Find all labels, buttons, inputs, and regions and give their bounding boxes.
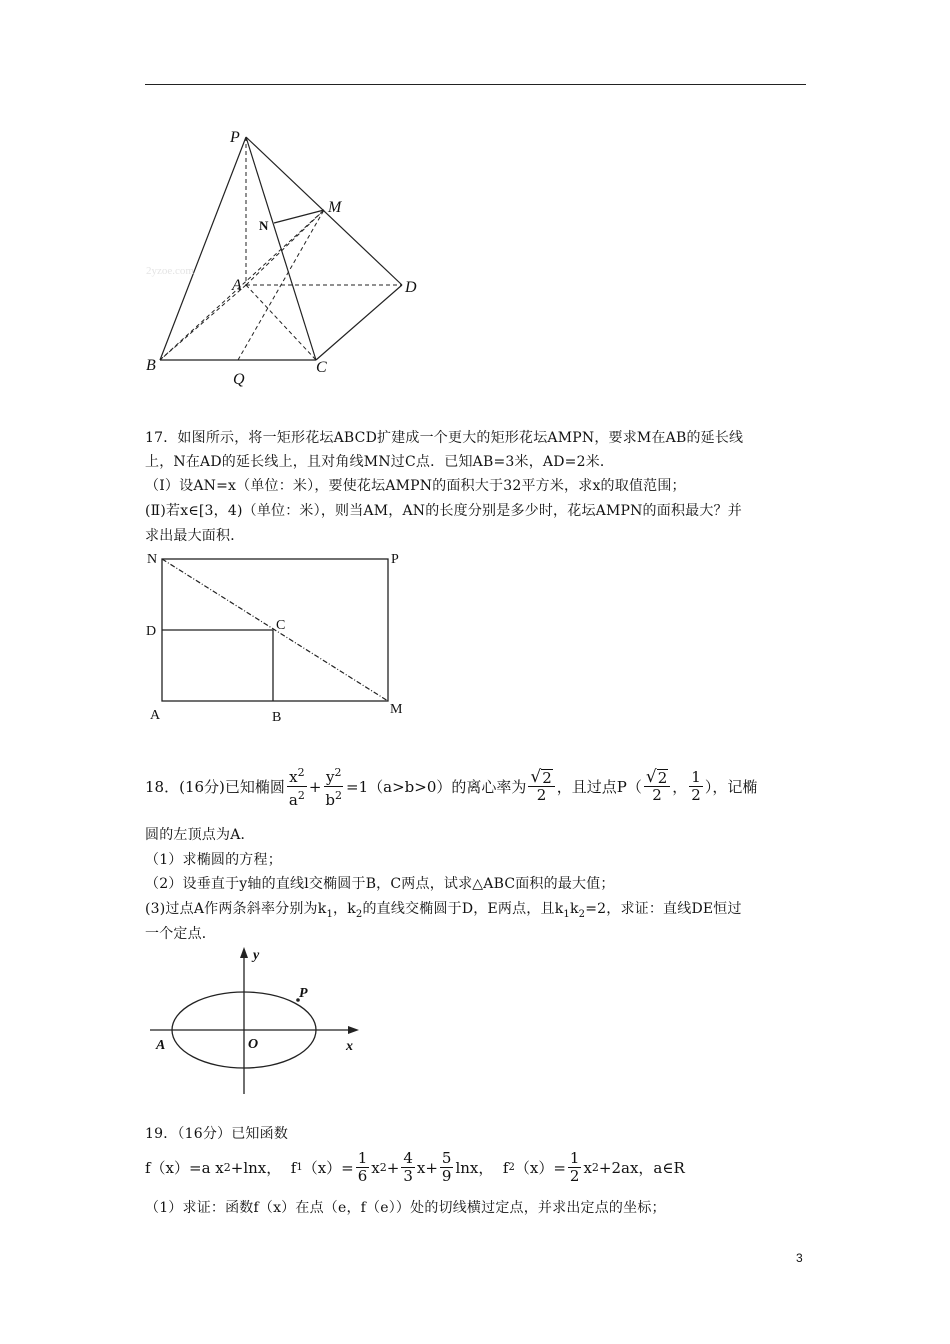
label-A: A: [232, 277, 242, 294]
p17-line3: （I）设AN=x（单位：米），要使花坛AMPN的面积大于32平方米，求x的取值范围；: [145, 478, 686, 494]
label-B: B: [146, 357, 156, 374]
label-C: C: [276, 618, 286, 633]
label-C: C: [316, 359, 327, 376]
label-O: O: [248, 1037, 259, 1052]
p18-formula-line: 18．(16分)已知椭圆 $\frac{x^2}{a^2}$ + $\frac{y^2}{b^2}$ =1（a>b>0）的离心率为 √ 2 2 ，且过点P（ √ 2 2 ， $\frac{1}{2}$ ），记椭: [145, 766, 758, 809]
ellipse-figure: [140, 940, 370, 1100]
label-M: M: [390, 702, 403, 717]
p17-line5: 求出最大面积．: [145, 528, 245, 544]
f1-frac-1: $\frac{1}{6}$: [357, 1149, 368, 1185]
p18-eq1: =1（a>b>0）的离心率为: [346, 778, 527, 796]
p17-line4: (Ⅱ)若x∈[3，4)（单位：米），则当AM，AN的长度分别是多少时，花坛AMPN的面积最大？并: [145, 503, 742, 519]
plus-sign: +: [308, 777, 322, 796]
p19-line1: 19．（16分）已知函数: [145, 1126, 289, 1142]
label-B: B: [272, 710, 282, 725]
p18-mid: ，且过点P（: [556, 778, 642, 796]
point-p-y: $\frac{1}{2}$: [691, 768, 701, 804]
label-M: M: [328, 199, 342, 216]
p18-line3: （1）求椭圆的方程；: [145, 852, 282, 868]
label-A: A: [150, 708, 161, 723]
label-P: P: [391, 552, 399, 567]
axis-label-y: y: [253, 948, 260, 963]
p17-line2: 上，N在AD的延长线上，且对角线MN过C点．已知AB=3米，AD=2米．: [145, 454, 615, 470]
pyramid-figure: [140, 120, 430, 390]
label-P: P: [230, 129, 240, 146]
page-number: 3: [796, 1251, 803, 1265]
f1-frac-3: $\frac{5}{9}$: [441, 1149, 452, 1185]
ellipse-y-term: $\frac{y^2}{b^2}$: [325, 766, 343, 809]
p18-tail: ），记椭: [704, 778, 758, 796]
label-N: N: [259, 218, 269, 233]
label-D: D: [405, 279, 417, 296]
label-N: N: [147, 552, 158, 567]
p17-line1: 17．如图所示，将一矩形花坛ABCD扩建成一个更大的矩形花坛AMPN，要求M在AB的延长线: [145, 430, 744, 446]
f1-frac-2: $\frac{4}{3}$: [403, 1149, 413, 1185]
label-Q: Q: [233, 371, 245, 388]
label-P: P: [299, 986, 308, 1001]
p18-line4: （2）设垂直于y轴的直线l交椭圆于B，C两点，试求△ABC面积的最大值；: [145, 876, 615, 892]
f2-frac-1: $\frac{1}{2}$: [569, 1149, 580, 1185]
p18-line5: (3)过点A作两条斜率分别为$k_1$，$k_2$的直线交椭圆于D，E两点，且$k_1k_2=2$，求证：直线DE恒过: [145, 901, 742, 920]
header-rule: [145, 84, 806, 85]
eccentricity-value: √ 2 2: [528, 769, 554, 804]
ellipse-x-term: $\frac{x^2}{a^2}$: [288, 766, 305, 809]
p18-line2: 圆的左顶点为A．: [145, 827, 255, 843]
label-A: A: [156, 1038, 166, 1053]
point-p-x: √ 2 2: [644, 769, 670, 804]
axis-label-x: x: [346, 1039, 353, 1054]
p18-line6: 一个定点．: [145, 926, 216, 942]
p19-line3: （1）求证：函数f（x）在点（e，f（e））处的切线横过定点，并求出定点的坐标；: [145, 1200, 666, 1216]
p19-formula-line: f（x）=a x 2 +lnx， f 1 （x）= $\frac{1}{6}$ x 2 + $\frac{4}{3}$ x+ $\frac{5}{9}$ lnx， f 2 （x）= $\frac{1}{2}$ x 2 +2ax，a∈R: [145, 1149, 685, 1185]
rectangle-figure: [140, 545, 420, 725]
p18-lead: 18．(16分)已知椭圆: [145, 778, 285, 796]
label-D: D: [146, 624, 157, 639]
watermark: 2yzoe.com: [146, 265, 194, 277]
